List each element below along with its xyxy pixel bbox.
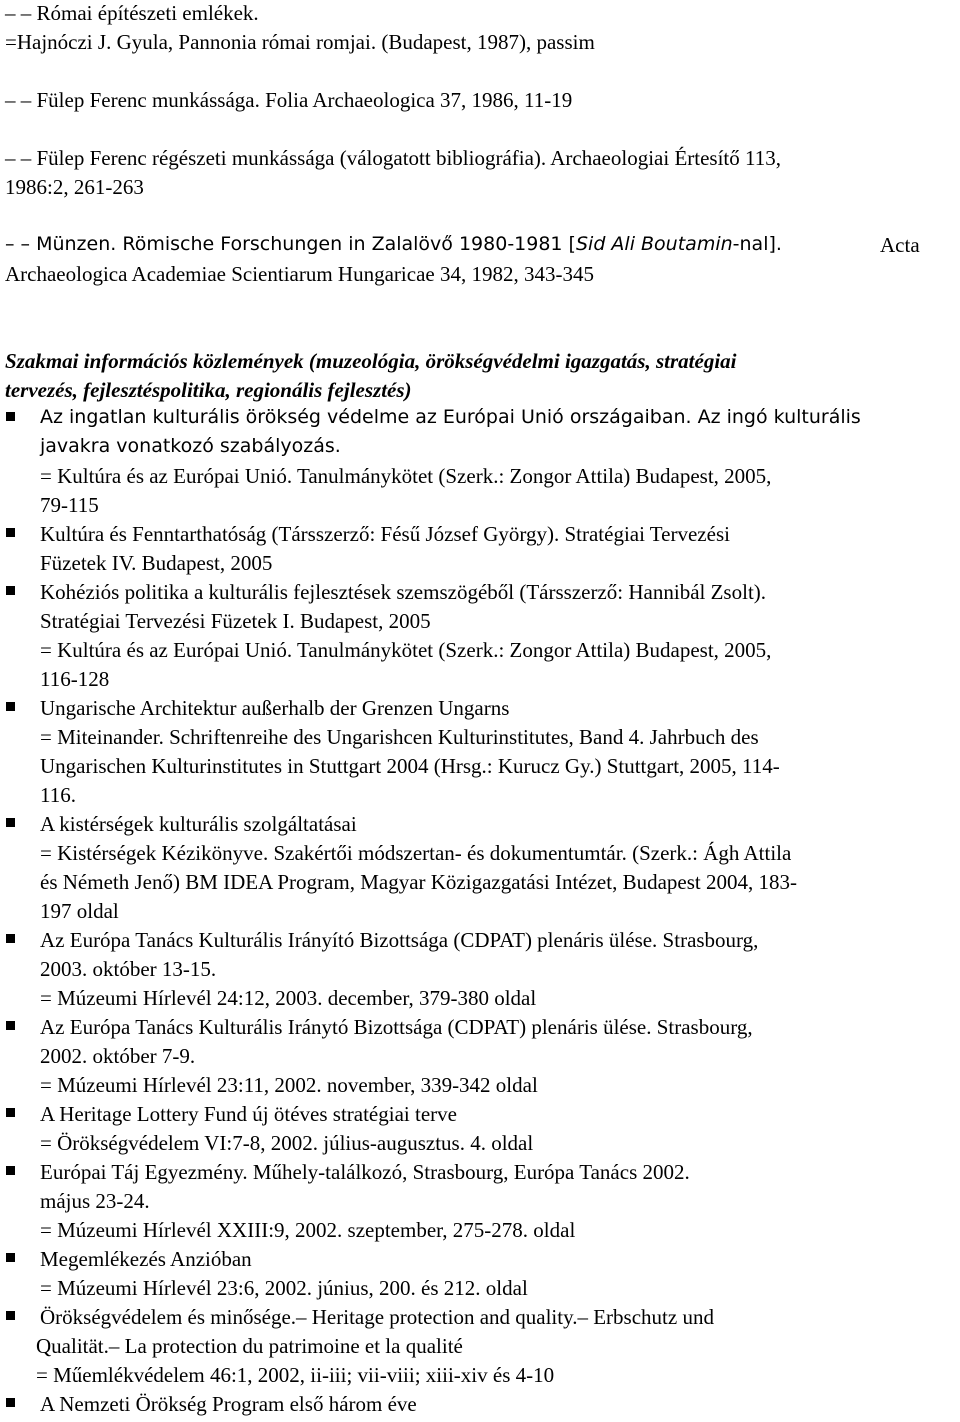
entry-line: – – Fülep Ferenc régészeti munkássága (válogatott bibliográfia). Archaeologiai Értesítő 113,	[5, 146, 781, 170]
list-item: Stratégiai Tervezési Füzetek I. Budapest, 2005	[40, 609, 431, 633]
list-item: 79-115	[40, 493, 99, 517]
bullet-icon	[6, 1253, 15, 1262]
list-item: = Miteinander. Schriftenreihe des Ungarishcen Kulturinstitutes, Band 4. Jahrbuch des	[40, 725, 759, 749]
entry-text: -nal].	[732, 233, 782, 255]
list-item: = Múzeumi Hírlevél 23:11, 2002. november, 339-342 oldal	[40, 1073, 538, 1097]
list-item: = Múzeumi Hírlevél XXIII:9, 2002. szeptember, 275-278. oldal	[40, 1218, 576, 1242]
list-item: és Németh Jenő) BM IDEA Program, Magyar Közigazgatási Intézet, Budapest 2004, 183-	[40, 870, 797, 894]
list-item: 2003. október 13-15.	[40, 957, 217, 981]
list-item: = Múzeumi Hírlevél 23:6, 2002. június, 200. és 212. oldal	[40, 1276, 528, 1300]
list-item: Ungarische Architektur außerhalb der Grenzen Ungarns	[40, 696, 510, 720]
entry-line: Archaeologica Academiae Scientiarum Hungaricae 34, 1982, 343-345	[5, 262, 594, 286]
entry-line: 1986:2, 261-263	[5, 175, 144, 199]
list-item: = Kultúra és az Európai Unió. Tanulmánykötet (Szerk.: Zongor Attila) Budapest, 2005,	[40, 464, 772, 488]
list-item: 2002. október 7-9.	[40, 1044, 196, 1068]
list-item: A Nemzeti Örökség Program első három éve	[40, 1392, 417, 1416]
bullet-icon	[6, 1398, 15, 1407]
list-item: A Heritage Lottery Fund új ötéves stratégiai terve	[40, 1102, 457, 1126]
list-item: = Múzeumi Hírlevél 24:12, 2003. december, 379-380 oldal	[40, 986, 537, 1010]
list-item: Kultúra és Fenntarthatóság (Társszerző: Fésű József György). Stratégiai Tervezési	[40, 522, 730, 546]
bullet-icon	[6, 1021, 15, 1030]
list-item: = Kistérségek Kézikönyve. Szakértői módszertan- és dokumentumtár. (Szerk.: Ágh Attila	[40, 841, 792, 865]
entry-line	[5, 235, 782, 254]
list-item: Az Európa Tanács Kulturális Iránytó Bizottsága (CDPAT) plenáris ülése. Strasbourg,	[40, 1015, 753, 1039]
list-item: Az Európa Tanács Kulturális Irányító Bizottsága (CDPAT) plenáris ülése. Strasbourg,	[40, 928, 759, 952]
bullet-icon	[6, 818, 15, 827]
list-item: = Műemlékvédelem 46:1, 2002, ii-iii; vii-viii; xiii-xiv és 4-10	[36, 1363, 555, 1387]
list-item: 197 oldal	[40, 899, 119, 923]
list-item: Európai Táj Egyezmény. Műhely-találkozó, Strasbourg, Európa Tanács 2002.	[40, 1160, 690, 1184]
section-heading: Szakmai információs közlemények (muzeológia, örökségvédelmi igazgatás, stratégiai	[5, 349, 737, 373]
list-item: Örökségvédelem és minősége.– Heritage protection and quality.– Erbschutz und	[40, 1305, 714, 1329]
list-item: Megemlékezés Anzióban	[40, 1247, 252, 1271]
list-item: Füzetek IV. Budapest, 2005	[40, 551, 273, 575]
section-heading: tervezés, fejlesztéspolitika, regionális fejlesztés)	[5, 378, 412, 402]
bullet-icon	[6, 528, 15, 537]
list-item: A kistérségek kulturális szolgáltatásai	[40, 812, 357, 836]
list-item: = Kultúra és az Európai Unió. Tanulmánykötet (Szerk.: Zongor Attila) Budapest, 2005,	[40, 638, 772, 662]
list-item: Ungarischen Kulturinstitutes in Stuttgart 2004 (Hrsg.: Kurucz Gy.) Stuttgart, 2005, 114-	[40, 754, 780, 778]
bullet-icon	[6, 1166, 15, 1175]
entry-text: – – Münzen. Römische Forschungen in Zalalövő 1980-1981 [	[5, 233, 576, 255]
author-name: Sid Ali Boutamin	[575, 233, 733, 255]
entry-line: – – Fülep Ferenc munkássága. Folia Archaeologica 37, 1986, 11-19	[5, 88, 573, 112]
list-item: 116-128	[40, 667, 110, 691]
bullet-icon	[6, 412, 15, 421]
list-item: = Örökségvédelem VI:7-8, 2002. július-augusztus. 4. oldal	[40, 1131, 534, 1155]
list-item: Az ingatlan kulturális örökség védelme az Európai Unió országaiban. Az ingó kulturális	[40, 406, 861, 428]
bullet-icon	[6, 702, 15, 711]
entry-line: – – Római építészeti emlékek.	[5, 1, 259, 25]
bullet-icon	[6, 1108, 15, 1117]
bullet-icon	[6, 1311, 15, 1320]
list-item: 116.	[40, 783, 76, 807]
entry-line: =Hajnóczi J. Gyula, Pannonia római romjai. (Budapest, 1987), passim	[5, 30, 595, 54]
list-item: javakra vonatkozó szabályozás.	[40, 435, 341, 457]
list-item: Qualität.– La protection du patrimoine et la qualité	[36, 1334, 463, 1358]
list-item: Kohéziós politika a kulturális fejlesztések szemszögéből (Társszerző: Hannibál Zsolt).	[40, 580, 767, 604]
bullet-icon	[6, 934, 15, 943]
entry-text: Acta	[880, 233, 920, 257]
list-item: május 23-24.	[40, 1189, 150, 1213]
bullet-icon	[6, 586, 15, 595]
